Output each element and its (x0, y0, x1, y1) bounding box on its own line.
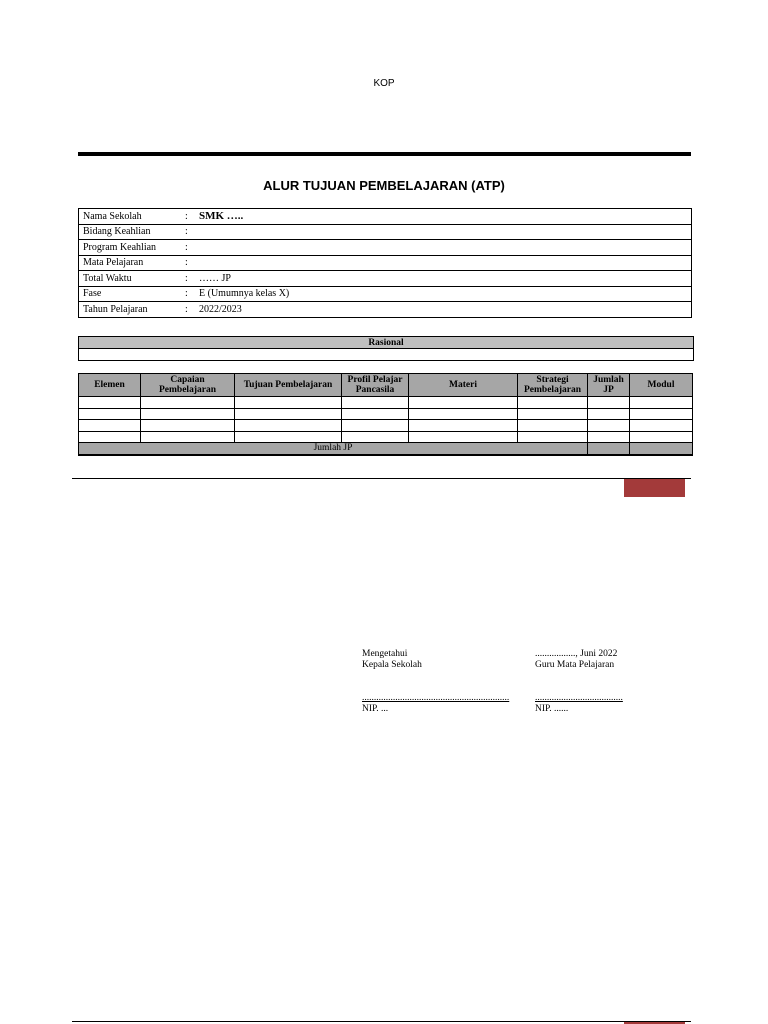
info-colon: : (183, 271, 195, 287)
accent-bar (624, 479, 685, 497)
identity-table (78, 208, 692, 318)
atp-table (78, 373, 693, 456)
info-value (195, 224, 692, 240)
col-header-strategi: Strategi Pembelajaran (518, 374, 588, 397)
info-colon: : (183, 255, 195, 271)
total-row (79, 443, 693, 455)
info-row-mata-pelajaran (79, 255, 692, 271)
info-colon: : (183, 286, 195, 302)
info-row-tahun-pelajaran (79, 302, 692, 318)
info-value (195, 255, 692, 271)
info-value (195, 240, 692, 256)
info-label: Tahun Pelajaran (79, 302, 184, 318)
page-divider (72, 478, 691, 479)
signature-right-role: Guru Mata Pelajaran (535, 660, 615, 670)
info-row-bidang-keahlian (79, 224, 692, 240)
col-header-profil: Profil Pelajar Pancasila (342, 374, 409, 397)
total-jp-value (588, 443, 630, 455)
info-value: 2022/2023 (195, 302, 692, 318)
info-colon: : (183, 224, 195, 240)
kop-text: KOP (373, 78, 395, 89)
info-value: E (Umumnya kelas X) (195, 286, 692, 302)
info-value: SMK ….. (195, 209, 692, 225)
info-label: Mata Pelajaran (79, 255, 184, 271)
signature-left-blank: .............................................................. (362, 693, 510, 703)
signature-right-blank: ..................................... (535, 693, 623, 703)
col-header-modul: Modul (630, 374, 693, 397)
info-value: …… JP (195, 271, 692, 287)
signature-date: ................., Juni 2022 (535, 649, 618, 659)
signature-left (362, 649, 509, 715)
signature-right (535, 649, 623, 715)
signature-left-nip: NIP. ... (362, 704, 389, 714)
info-label: Program Keahlian (79, 240, 184, 256)
document-title: ALUR TUJUAN PEMBELAJARAN (ATP) (263, 178, 505, 193)
info-row-total-waktu (79, 271, 692, 287)
table-row (79, 408, 693, 420)
col-header-jumlah-jp: Jumlah JP (588, 374, 630, 397)
rasional-title: Rasional (79, 337, 694, 349)
info-colon: : (183, 209, 195, 225)
signature-right-nip: NIP. ...... (535, 704, 569, 714)
info-label: Total Waktu (79, 271, 184, 287)
total-modul-value (630, 443, 693, 455)
rasional-content (79, 349, 694, 361)
info-row-program-keahlian (79, 240, 692, 256)
col-header-capaian: Capaian Pembelajaran (141, 374, 235, 397)
header-rule (78, 152, 691, 156)
table-row (79, 420, 693, 432)
total-label: Jumlah JP (79, 443, 588, 455)
info-colon: : (183, 240, 195, 256)
col-header-elemen: Elemen (79, 374, 141, 397)
bottom-divider (72, 1021, 691, 1022)
signature-acknowledge: Mengetahui (362, 649, 408, 659)
table-header-row (79, 374, 693, 397)
col-header-tujuan: Tujuan Pembelajaran (235, 374, 342, 397)
info-colon: : (183, 302, 195, 318)
info-label: Fase (79, 286, 184, 302)
info-label: Nama Sekolah (79, 209, 184, 225)
table-row (79, 431, 693, 443)
col-header-materi: Materi (409, 374, 518, 397)
info-label: Bidang Keahlian (79, 224, 184, 240)
table-row (79, 397, 693, 409)
info-row-fase (79, 286, 692, 302)
info-row-nama-sekolah (79, 209, 692, 225)
rasional-box (78, 336, 694, 361)
signature-left-role: Kepala Sekolah (362, 660, 422, 670)
